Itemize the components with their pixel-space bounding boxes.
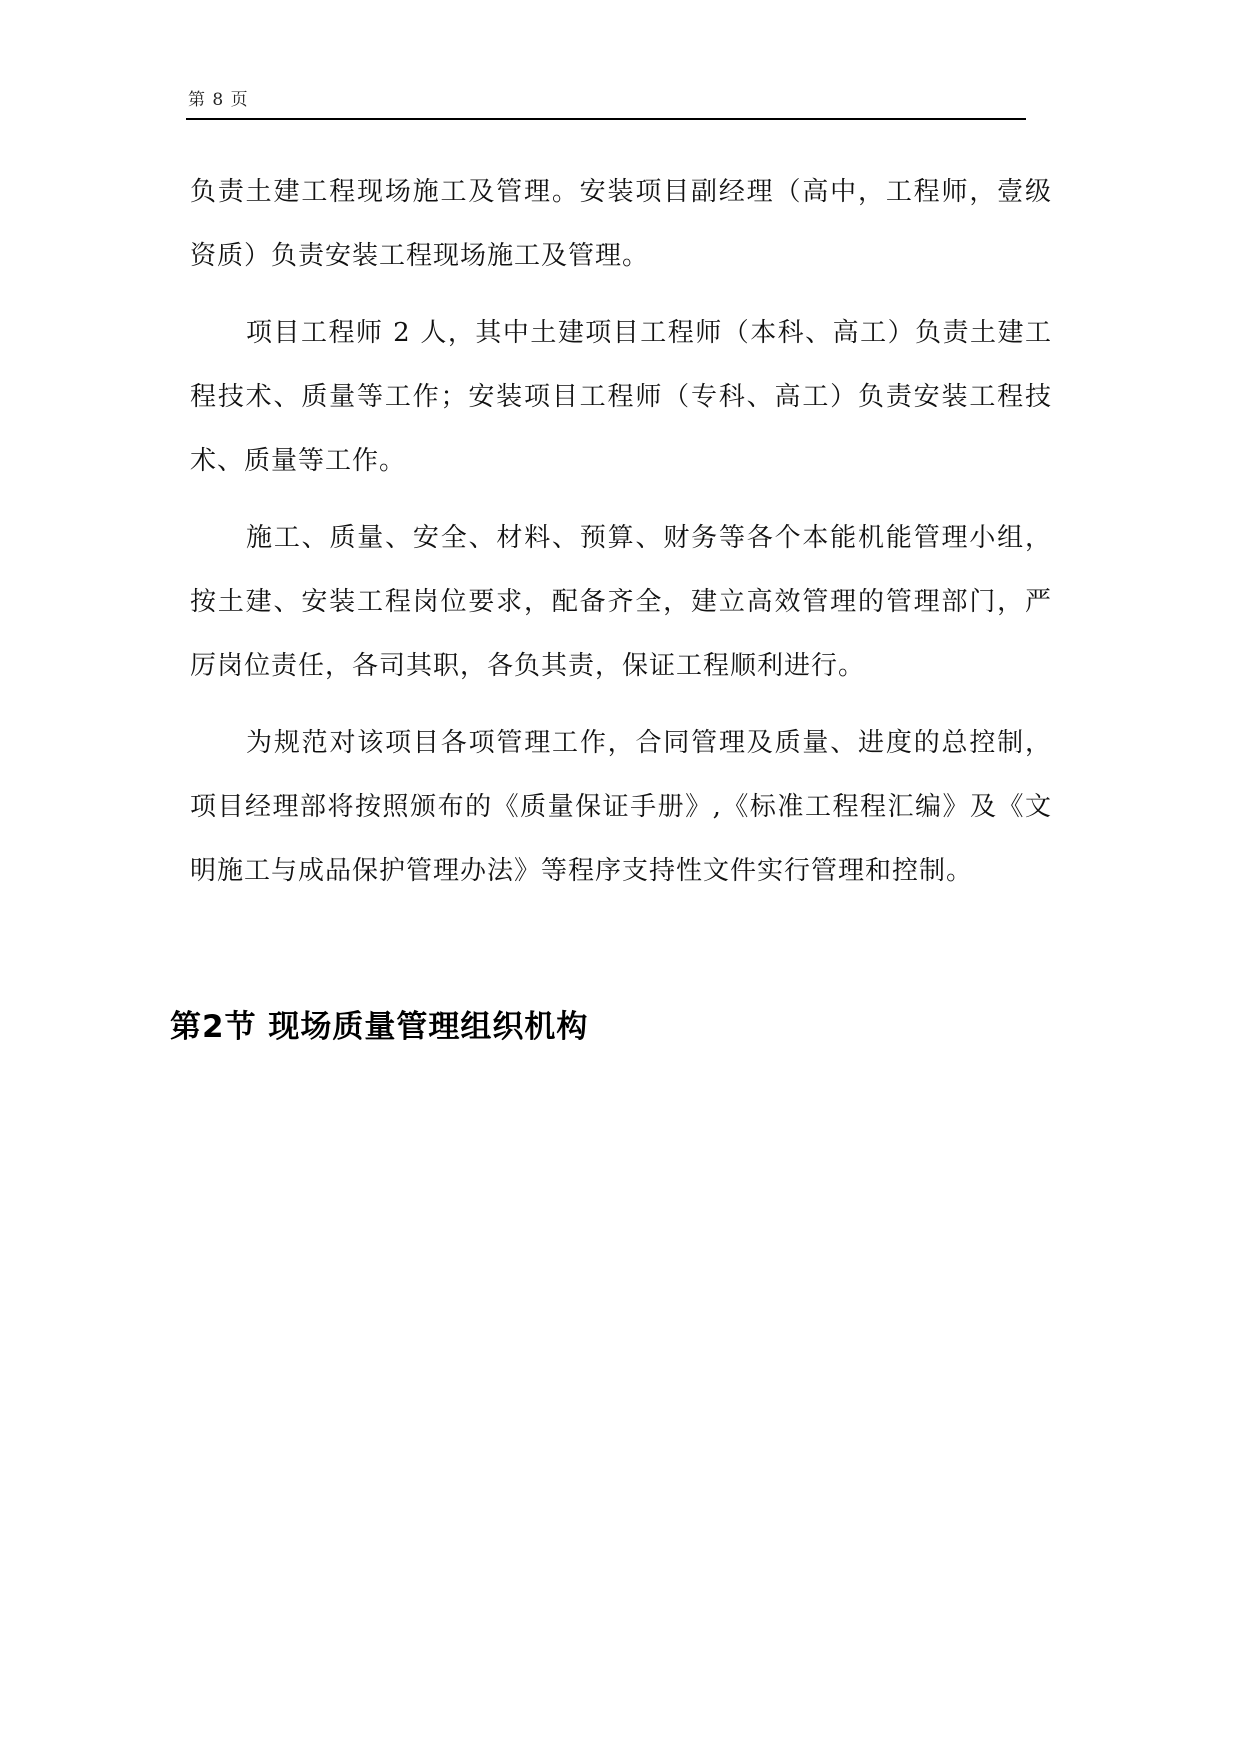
paragraph-continuation: 负责土建工程现场施工及管理。安装项目副经理（高中，工程师，壹级资质）负责安装工程现场施工及管理。 <box>190 177 1052 271</box>
document-body <box>190 160 1052 916</box>
paragraph-management-standards: 为规范对该项目各项管理工作，合同管理及质量、进度的总控制，项目经理部将按照颁布的《质量保证手册》,《标准工程程汇编》及《文明施工与成品保护管理办法》等程序支持性文件实行管理和控制。 <box>190 728 1052 886</box>
page-header <box>186 88 1026 120</box>
section-heading: 第2节 现场质量管理组织机构 <box>170 1009 589 1045</box>
page-number: 第 8 页 <box>188 90 249 110</box>
paragraph-management-groups: 施工、质量、安全、材料、预算、财务等各个本能机能管理小组，按土建、安装工程岗位要求，配备齐全，建立高效管理的管理部门，严厉岗位责任，各司其职，各负其责，保证工程顺利进行。 <box>190 523 1052 681</box>
paragraph-project-engineers: 项目工程师 2 人，其中土建项目工程师（本科、高工）负责土建工程技术、质量等工作；安装项目工程师（专科、高工）负责安装工程技术、质量等工作。 <box>190 318 1052 476</box>
